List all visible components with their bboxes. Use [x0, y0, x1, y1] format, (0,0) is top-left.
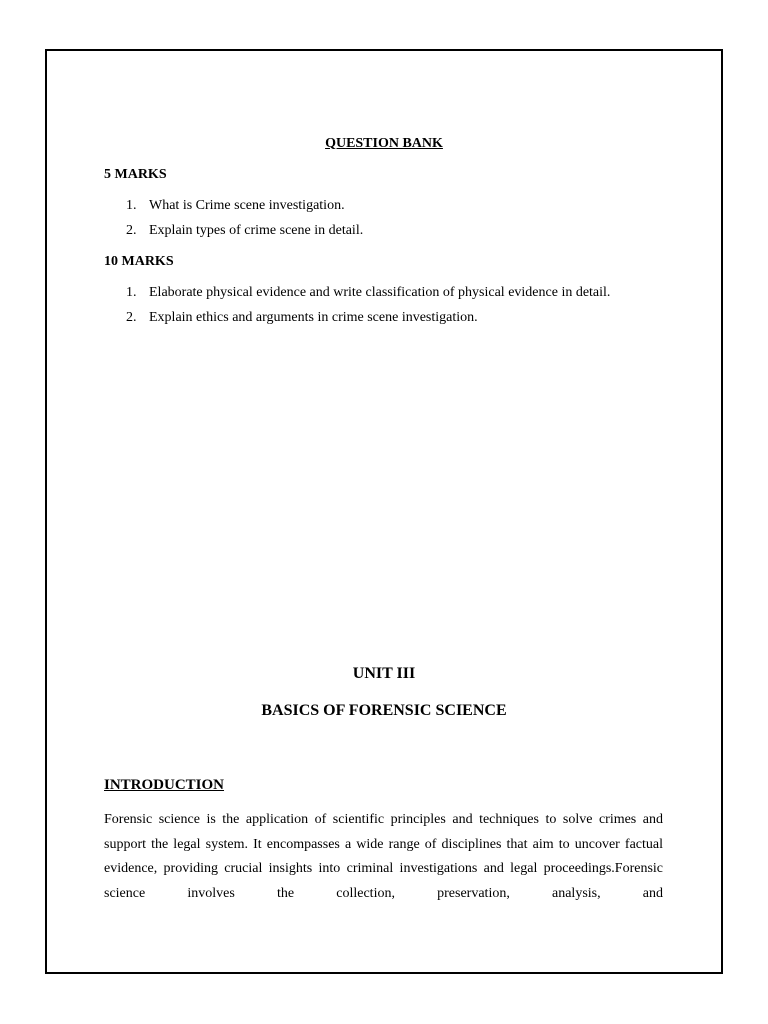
question-number: 1.	[126, 198, 137, 213]
five-marks-question-2	[126, 223, 363, 239]
question-number: 2.	[126, 310, 137, 325]
question-number: 1.	[126, 285, 137, 300]
question-text: Elaborate physical evidence and write classification of physical evidence in detail.	[149, 285, 611, 300]
ten-marks-question-1	[126, 285, 610, 301]
ten-marks-question-2	[126, 310, 478, 326]
five-marks-question-1	[126, 198, 345, 214]
question-text: Explain ethics and arguments in crime scene investigation.	[149, 310, 478, 325]
unit-title: UNIT III	[352, 665, 416, 682]
ten-marks-heading: 10 MARKS	[104, 254, 174, 269]
unit-subtitle: BASICS OF FORENSIC SCIENCE	[261, 702, 507, 719]
question-text: What is Crime scene investigation.	[149, 198, 345, 213]
question-text: Explain types of crime scene in detail.	[149, 223, 364, 238]
introduction-paragraph: Forensic science is the application of scientific principles and techniques to solve crimes and support the legal system. It encompasses a wide range of disciplines that aim to uncover factual evidence, providing crucial insights into criminal investigations and legal proceedings.Forensic science involves the collection, preservation, analysis, and	[104, 812, 663, 901]
introduction-heading: INTRODUCTION	[104, 777, 225, 793]
question-number: 2.	[126, 223, 137, 238]
five-marks-heading: 5 MARKS	[104, 167, 167, 182]
question-bank-title: QUESTION BANK	[325, 136, 443, 151]
